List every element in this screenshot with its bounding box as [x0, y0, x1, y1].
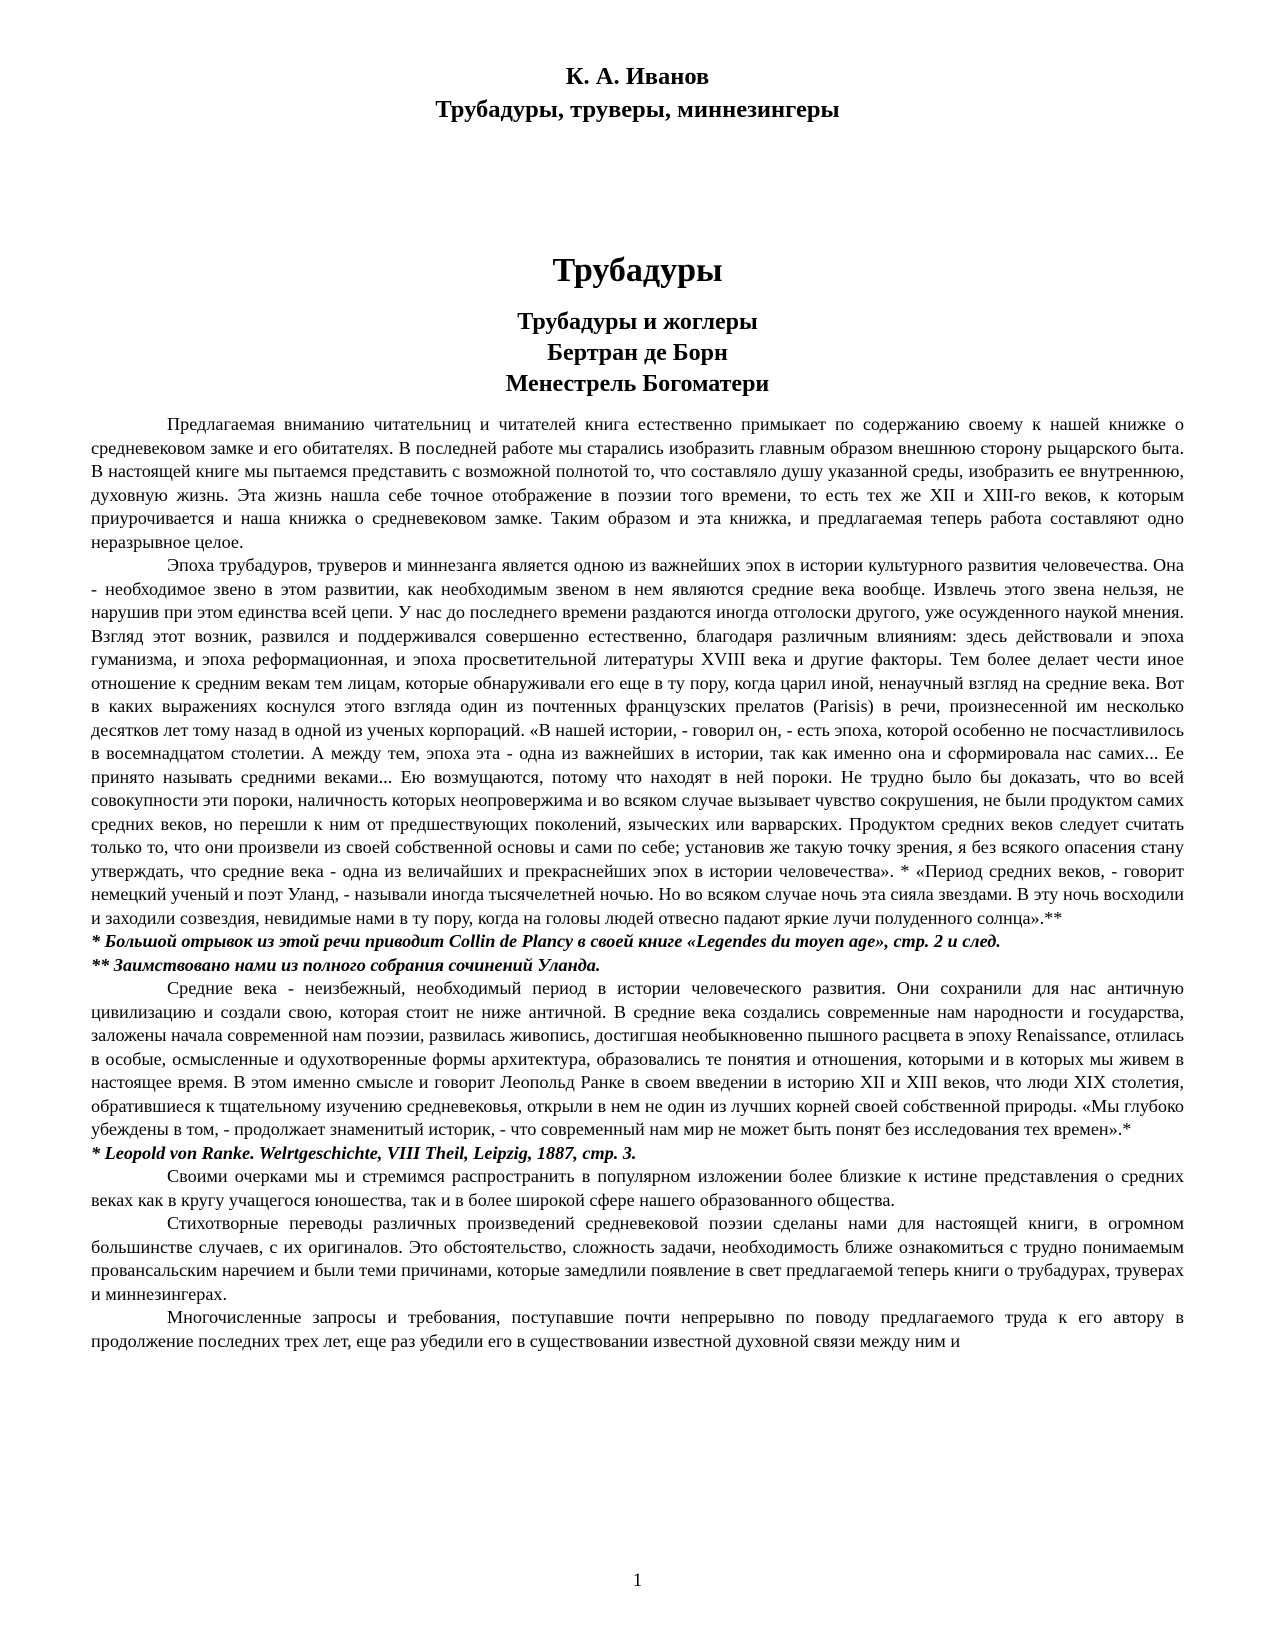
body-text — [91, 413, 1184, 1353]
section-title: Трубадуры — [552, 252, 723, 289]
paragraph-6: Многочисленные запросы и требования, поступавшие почти непрерывно по поводу предлагаемого труда к его автору в продолжение последних трех лет, еще раз убедили его в существовании известной духовной связи между ним и — [91, 1307, 1184, 1351]
paragraph-5: Стихотворные переводы различных произведений средневековой поэзии сделаны нами для настоящей книги, в огромном большинстве случаев, с их оригиналов. Это обстоятельство, сложность задачи, необходимость ближе ознакомиться с трудно понимаемым провансальским наречием и были теми причинами, которые замедлили появление в свет предлагаемой теперь книги о трубадурах, труверах и миннезингерах. — [91, 1213, 1184, 1304]
paragraph-2: Эпоха трубадуров, труверов и миннезанга является одною из важнейших эпох в истории культурного развития человечества. Она - необходимое звено в этом развитии, как необходимым звеном в нем являются средние века вообще. Извлечь этого звена нельзя, не нарушив при этом единства всей цепи. У нас до последнего времени раздаются иногда отголоски другого, уже осужденного наукой мнения. Взгляд этот возник, развился и поддерживался совершенно естественно, благодаря различным влияниям: здесь действовали и эпоха гуманизма, и эпоха реформационная, и эпоха просветительной литературы XVIII века и другие факторы. Тем более делает чести иное отношение к средним векам тем лицам, которые обнаруживали его еще в ту пору, когда царил иной, ненаучный взгляд на средние века. Вот в каких выражениях коснулся этого взгляда один из почтенных французских прелатов (Parisis) в речи, произнесенной им несколько десятков лет тому назад в одной из ученых корпораций. «В нашей истории, - говорил он, - есть эпоха, которой особенно не посчастливилось в восемнадцатом столетии. А между тем, эпоха эта - одна из важнейших в истории, так как именно она и сформировала нас самих... Ее принято называть средними веками... Ею возмущаются, потому что находят в ней пороки. Не трудно было бы доказать, что во всей совокупности эти пороки, наличность которых неопровержима и во всяком случае вызывает чувство сокрушения, не были продуктом самих средних веков, но перешли к ним от предшествующих поколений, языческих или варварских. Продуктом средних веков следует считать только то, что они произвели из своей собственной основы и сами по себе; установив же такую точку зрения, я без всякого опасения стану утверждать, что средние века - одна из величайших и прекраснейших эпох в истории человечества». * «Период средних веков, - говорит немецкий ученый и поэт Уланд, - называли иногда тысячелетней ночью. Но во всяком случае ночь эта сияла звездами. В эту ночь восходили и заходили созвездия, невидимые нами в ту пору, когда на головы людей отвесно падают яркие лучи полуденного солнца».** — [91, 555, 1184, 928]
paragraph-1: Предлагаемая вниманию читательниц и читателей книга естественно примыкает по содержанию своему к нашей книжке о средневековом замке и его обитателях. В последней работе мы старались изобразить главным образом внешнюю сторону рыцарского быта. В настоящей книге мы пытаемся представить с возможной полнотой то, что составляло душу указанной среды, изобразить ее внутреннюю, духовную жизнь. Эта жизнь нашла себе точное отображение в поэзии того времени, то есть тех же XII и XIII-го веков, к которым приурочивается и наша книжка о средневековом замке. Таким образом и эта книжка, и предлагаемая теперь работа составляют одно неразрывное целое. — [91, 414, 1184, 552]
paragraph-3: Средние века - неизбежный, необходимый период в истории человеческого развития. Они сохранили для нас античную цивилизацию и создали свою, которая стоит не ниже античной. В средние века создались современные нам народности и государства, заложены начала современной нам поэзии, развилась живопись, достигшая необыкновенно пышного расцвета в эпоху Renaissance, отлилась в особые, осмысленные и одухотворенные формы архитектура, образовались те понятия и отношения, которыми и в которых мы живем в настоящее время. В этом именно смысле и говорит Леопольд Ранке в своем введении в историю XII и XIII веков, что люди XIX столетия, обратившиеся к тщательному изучению средневековья, открыли в нем не один из лучших корней своей собственной природы. «Мы глубоко убеждены в том, - продолжает знаменитый историк, - что современный нам мир не может быть понят без исследования тех времен».* — [91, 978, 1184, 1139]
paragraph-4: Своими очерками мы и стремимся распространить в популярном изложении более близкие к истине представления о средних веках как в кругу учащегося юношества, так и в более широкой сфере нашего образованного общества. — [91, 1166, 1184, 1210]
subtitle-troubadours-jonglers: Трубадуры и жоглеры — [517, 309, 758, 335]
footnote-2: ** Заимствовано нами из полного собрания сочинений Уланда. — [91, 954, 601, 975]
footnote-3: * Leopold von Ranke. Welrtgeschichte, VIII Theil, Leipzig, 1887, стр. 3. — [91, 1142, 637, 1163]
page-number: 1 — [632, 1570, 643, 1591]
footnote-1: * Большой отрывок из этой речи приводит Collin de Plancy в своей книге «Legendes du moyen age», стр. 2 и след. — [91, 931, 1001, 951]
section-subtitles — [91, 307, 1184, 400]
subtitle-bertran-de-born: Бертран де Борн — [547, 340, 728, 366]
subtitle-minstrel: Менестрель Богоматери — [505, 371, 770, 397]
author-name: К. А. Иванов — [565, 63, 710, 90]
book-title: Трубадуры, труверы, миннезингеры — [435, 96, 840, 123]
